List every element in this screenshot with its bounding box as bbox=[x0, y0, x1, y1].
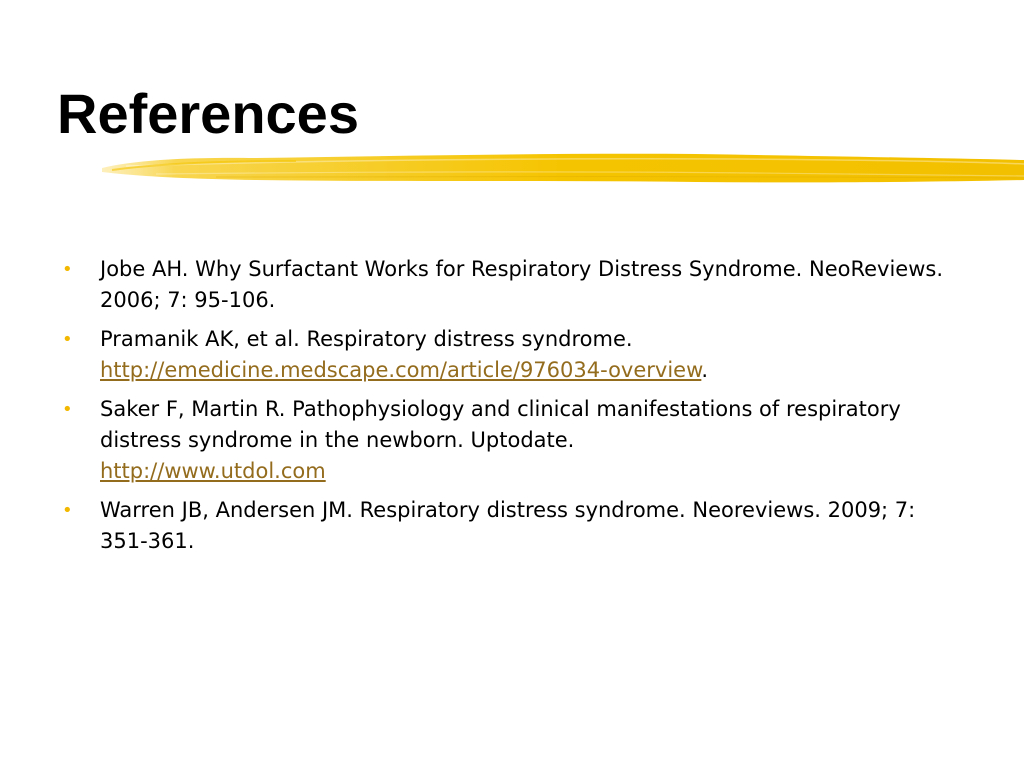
reference-link-utdol[interactable]: http://www.utdol.com bbox=[100, 459, 326, 483]
bullet-icon: • bbox=[62, 259, 73, 280]
reference-trailing-punctuation: . bbox=[701, 358, 709, 382]
bullet-icon: • bbox=[62, 329, 73, 350]
reference-text: Pramanik AK, et al. Respiratory distress syndrome. bbox=[100, 327, 633, 351]
reference-text: Jobe AH. Why Surfactant Works for Respiratory Distress Syndrome. NeoReviews. 2006; 7: 95-106. bbox=[100, 257, 944, 312]
reference-text: Saker F, Martin R. Pathophysiology and clinical manifestations of respiratory distress syndrome in the newborn. Uptodate. bbox=[100, 397, 901, 452]
title-underline-brushstroke bbox=[96, 146, 1024, 188]
reference-link-medscape[interactable]: http://emedicine.medscape.com/article/976034-overview bbox=[100, 358, 702, 382]
references-list bbox=[57, 254, 957, 565]
slide-title: References bbox=[57, 82, 359, 145]
reference-item bbox=[57, 324, 957, 386]
reference-text: Warren JB, Andersen JM. Respiratory distress syndrome. Neoreviews. 2009; 7: 351-361. bbox=[100, 498, 916, 553]
reference-item bbox=[57, 394, 957, 487]
reference-item bbox=[57, 495, 957, 557]
bullet-icon: • bbox=[62, 500, 73, 521]
reference-item bbox=[57, 254, 957, 316]
bullet-icon: • bbox=[62, 399, 73, 420]
